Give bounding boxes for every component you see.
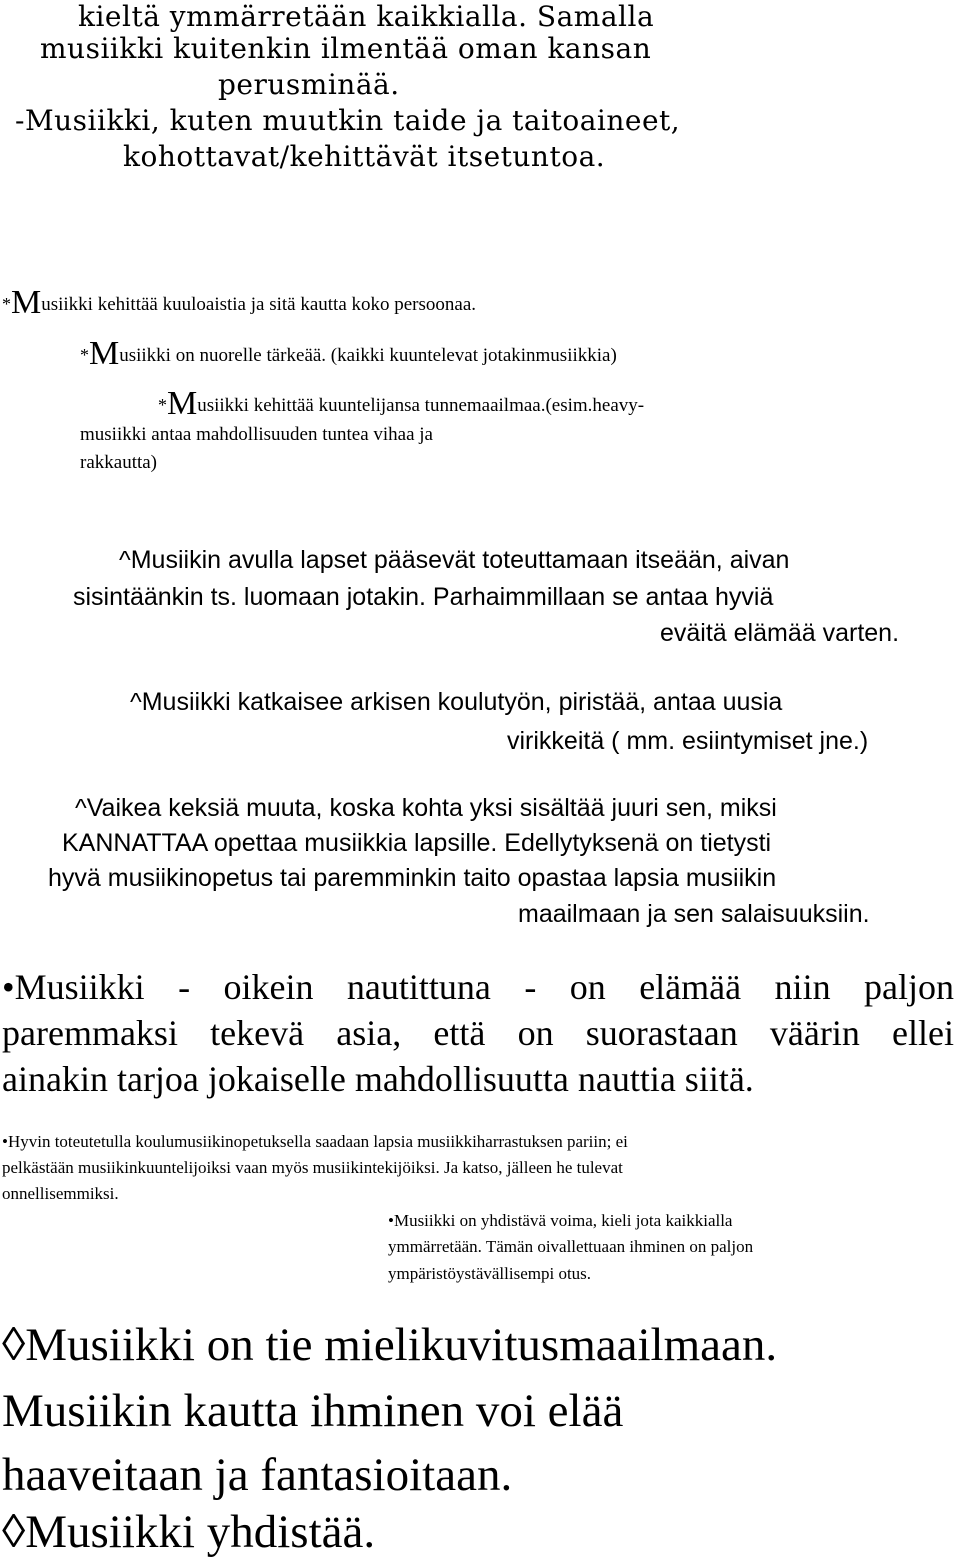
starred-item-2 (80, 337, 617, 371)
bullet-small-2-line-1: •Musiikki on yhdistävä voima, kieli jota kaikkialla (388, 1211, 733, 1230)
starred-item-3-text: usiikki kehittää kuuntelijansa tunnemaailmaa.(esim.heavy- (197, 395, 645, 416)
starred-item-2-text: usiikki on nuorelle tärkeää. (kaikki kuuntelevat jotakinmusiikkia) (119, 345, 617, 366)
intro-line-4: -Musiikki, kuten muutkin taide ja taitoaineet, (15, 104, 681, 137)
bullet-small-2-line-3: ympäristöystävällisempi otus. (388, 1264, 592, 1283)
diamond-line-4: ◊Musiikki yhdistää. (2, 1506, 376, 1558)
diamond-line-2: Musiikin kautta ihminen voi elää (2, 1385, 624, 1437)
caret-p3-line-3: hyvä musiikinopetus tai paremminkin taito opastaa lapsia musiikin (48, 864, 777, 892)
diamond-line-3: haaveitaan ja fantasioitaan. (2, 1449, 513, 1501)
asterisk-icon: * (80, 345, 89, 365)
starred-item-3-line-3: rakkautta) (80, 452, 158, 473)
bullet-big-line-3: ainakin tarjoa jokaiselle mahdollisuutta nauttia siitä. (2, 1059, 754, 1099)
caret-p1-line-3: eväitä elämää varten. (660, 619, 900, 647)
caret-p1-line-2: sisintäänkin ts. luomaan jotakin. Parhaimmillaan se antaa hyviä (73, 583, 774, 611)
bullet-small-1-line-2: pelkästään musiikinkuuntelijoiksi vaan myös musiikintekijöiksi. Ja katso, jälleen he tulevat (2, 1158, 623, 1177)
caret-p3-line-2: KANNATTAA opettaa musiikkia lapsille. Edellytyksenä on tietysti (62, 829, 772, 857)
intro-line-1: kieltä ymmärretään kaikkialla. Samalla (78, 0, 655, 33)
starred-item-1 (2, 286, 476, 320)
intro-line-2: musiikki kuitenkin ilmentää oman kansan (40, 32, 652, 65)
intro-line-5: kohottavat/kehittävät itsetuntoa. (123, 140, 606, 173)
drop-cap: M (89, 335, 120, 372)
bullet-small-2-line-2: ymmärretään. Tämän oivallettuaan ihminen on paljon (388, 1237, 754, 1256)
starred-item-1-text: usiikki kehittää kuuloaistia ja sitä kautta koko persoonaa. (41, 294, 477, 315)
bullet-big-line-2: paremmaksi tekevä asia, että on suorastaan väärin ellei (2, 1013, 954, 1053)
caret-p2-line-1: ^Musiikki katkaisee arkisen koulutyön, piristää, antaa uusia (130, 688, 783, 716)
bullet-big-line-1: •Musiikki - oikein nautittuna - on elämää niin paljon (2, 967, 954, 1007)
bullet-small-1-line-1: •Hyvin toteutetulla koulumusiikinopetuksella saadaan lapsia musiikkiharrastuksen pariin; ei (2, 1132, 628, 1151)
caret-p1-line-1: ^Musiikin avulla lapset pääsevät toteuttamaan itseään, aivan (119, 546, 790, 574)
caret-p3-line-4: maailmaan ja sen salaisuuksiin. (518, 900, 870, 928)
starred-item-3-line-2: musiikki antaa mahdollisuuden tuntea vihaa ja (80, 424, 433, 445)
intro-line-3: perusminää. (218, 68, 400, 101)
drop-cap: M (167, 385, 198, 422)
starred-item-3 (158, 387, 644, 421)
bullet-small-1-line-3: onnellisemmiksi. (2, 1184, 119, 1203)
drop-cap: M (11, 284, 42, 321)
caret-p2-line-2: virikkeitä ( mm. esiintymiset jne.) (507, 727, 869, 755)
asterisk-icon: * (158, 395, 167, 415)
diamond-line-1: ◊Musiikki on tie mielikuvitusmaailmaan. (2, 1319, 778, 1371)
asterisk-icon: * (2, 294, 11, 314)
caret-p3-line-1: ^Vaikea keksiä muuta, koska kohta yksi sisältää juuri sen, miksi (75, 794, 777, 822)
